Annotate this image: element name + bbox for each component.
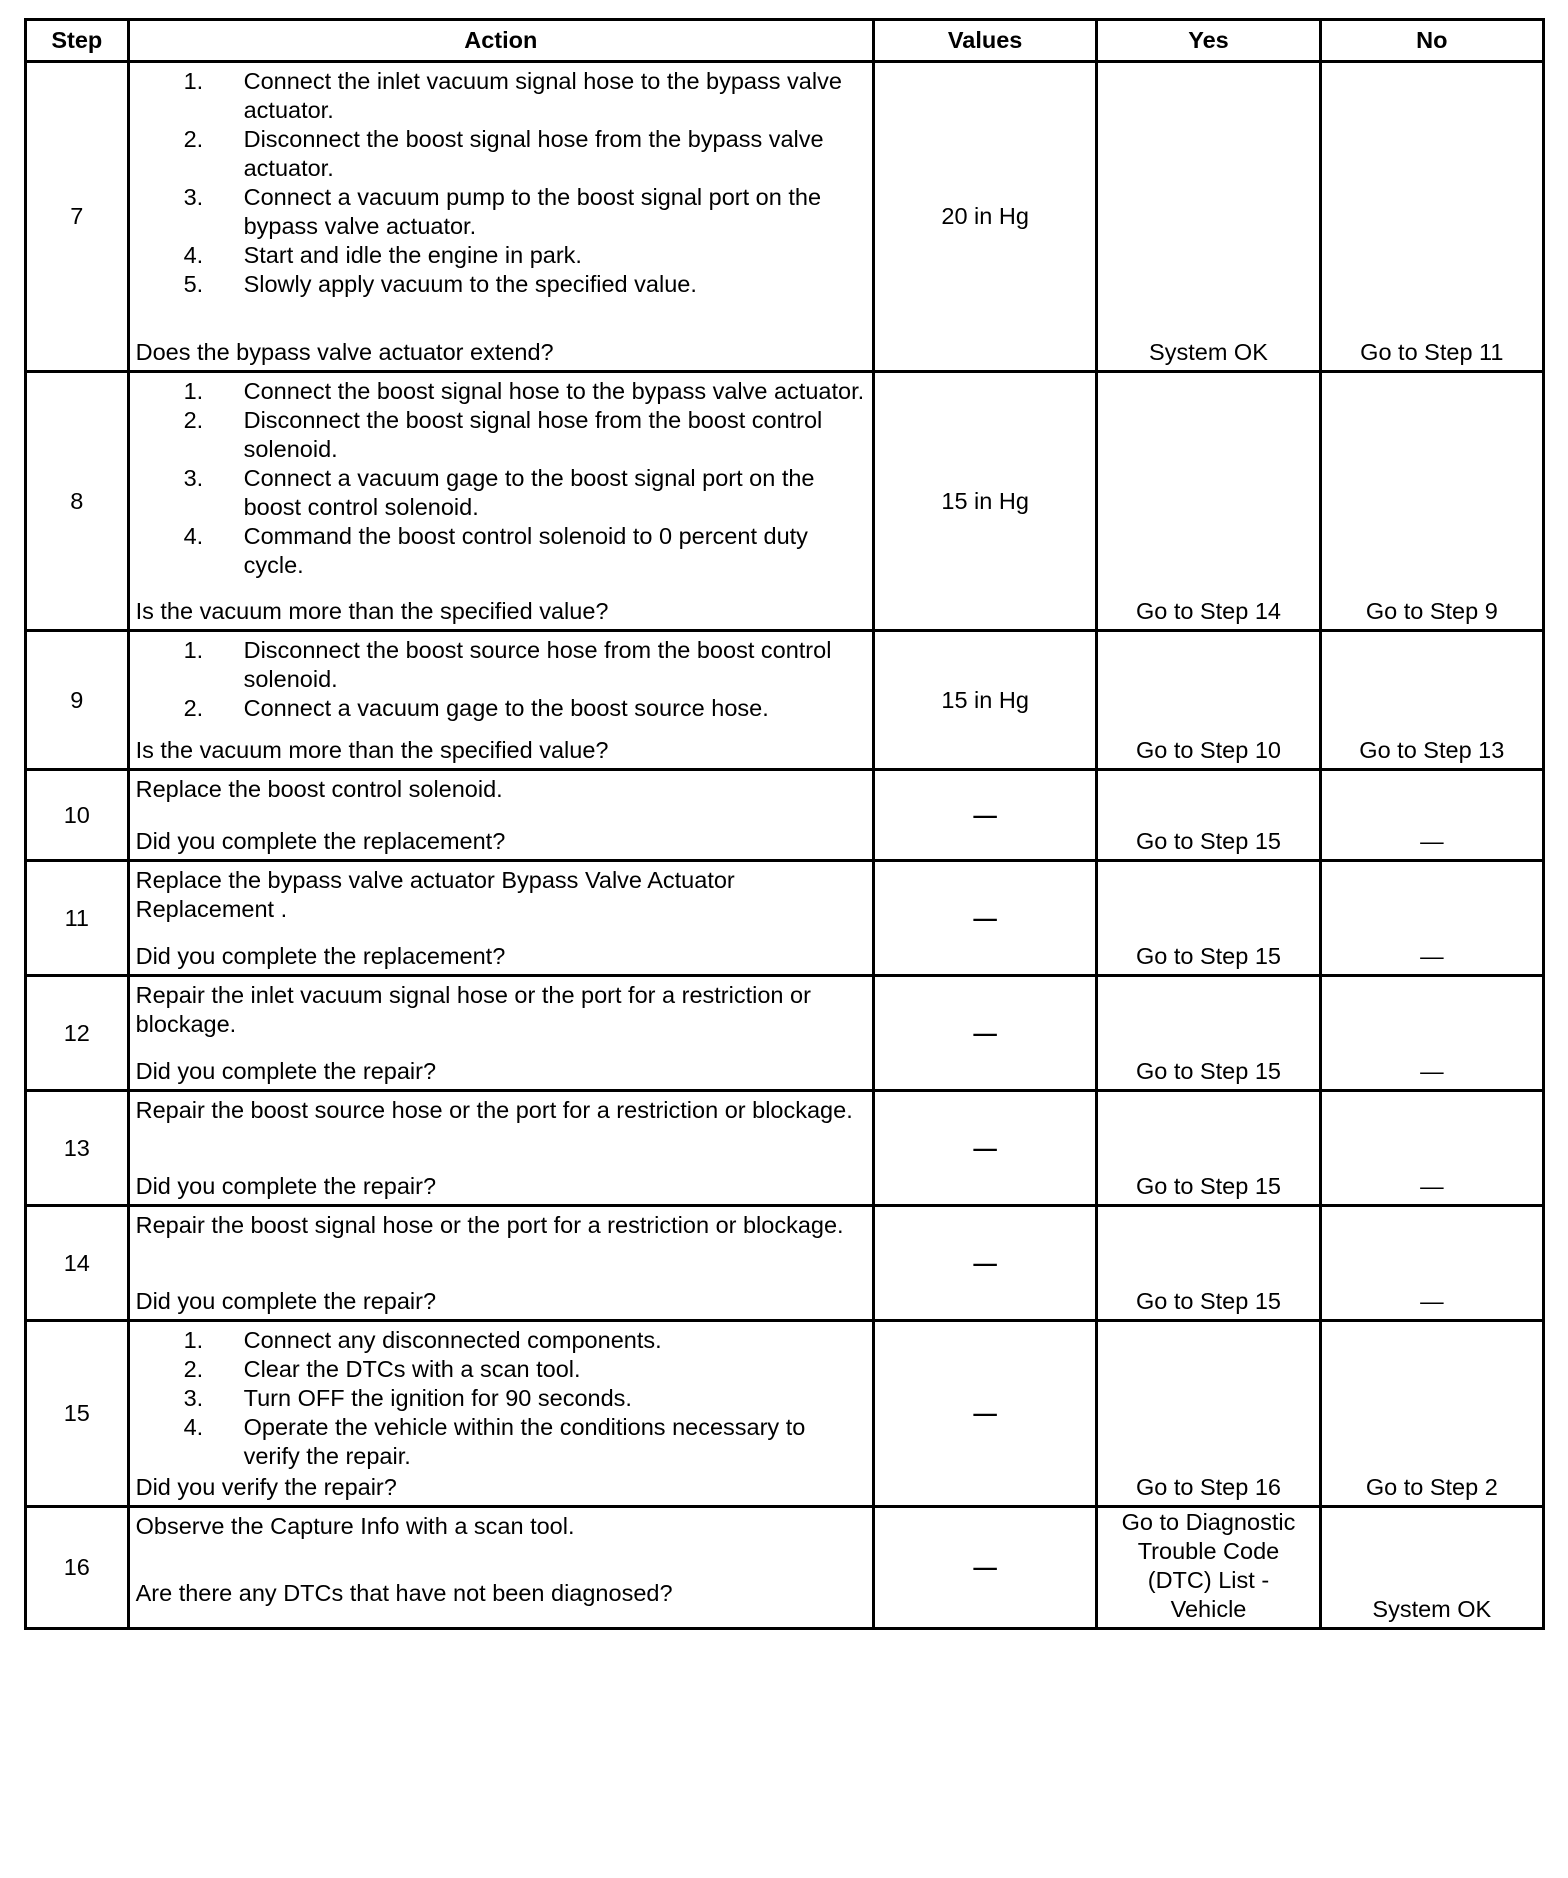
action-step-text: Connect a vacuum pump to the boost signal port on the bypass valve actuator. <box>243 184 822 239</box>
action-step-number: 1. <box>183 68 204 94</box>
table-row <box>26 1321 1544 1507</box>
action-instruction: Repair the inlet vacuum signal hose or the port for a restriction or blockage. <box>135 982 811 1037</box>
header-values: Values <box>874 20 1097 62</box>
step-number: 7 <box>26 62 129 372</box>
action-step <box>136 1355 866 1384</box>
yes-outcome: Go to Step 15 <box>1097 1206 1320 1321</box>
no-outcome: Go to Step 9 <box>1320 372 1543 631</box>
step-number: 15 <box>26 1321 129 1507</box>
action-step <box>136 694 866 723</box>
step-number: 9 <box>26 631 129 770</box>
step-number: 14 <box>26 1206 129 1321</box>
action-cell <box>128 631 873 770</box>
table-row <box>26 62 1544 372</box>
table-row <box>26 372 1544 631</box>
action-step-number: 4. <box>183 523 204 549</box>
header-yes: Yes <box>1097 20 1320 62</box>
yes-outcome: Go to Step 10 <box>1097 631 1320 770</box>
action-instruction: Repair the boost source hose or the port for a restriction or blockage. <box>135 1097 853 1123</box>
value-cell: — <box>874 976 1097 1091</box>
action-question: Is the vacuum more than the specified value? <box>135 598 609 624</box>
action-question: Did you verify the repair? <box>135 1474 397 1500</box>
diagnostic-table <box>24 18 1545 1630</box>
action-cell <box>128 1206 873 1321</box>
value-cell: 15 in Hg <box>874 631 1097 770</box>
table-row <box>26 1206 1544 1321</box>
action-question: Is the vacuum more than the specified value? <box>135 737 609 763</box>
action-step-number: 3. <box>183 184 204 210</box>
no-outcome: — <box>1320 770 1543 861</box>
value-cell: — <box>874 1321 1097 1507</box>
action-question: Does the bypass valve actuator extend? <box>135 339 554 365</box>
action-step-text: Disconnect the boost source hose from the boost control solenoid. <box>243 637 832 692</box>
action-step-text: Turn OFF the ignition for 90 seconds. <box>243 1385 632 1411</box>
action-cell <box>128 976 873 1091</box>
action-instructions <box>136 636 866 723</box>
action-step-list <box>136 1326 866 1471</box>
header-row <box>26 20 1544 62</box>
action-instructions <box>136 1211 866 1240</box>
action-question: Did you complete the replacement? <box>135 828 506 854</box>
action-instructions <box>136 775 866 804</box>
action-step-text: Start and idle the engine in park. <box>243 242 582 268</box>
action-step-number: 1. <box>183 378 204 404</box>
no-outcome: Go to Step 13 <box>1320 631 1543 770</box>
action-cell <box>128 770 873 861</box>
action-step-text: Disconnect the boost signal hose from the boost control solenoid. <box>243 407 823 462</box>
value-cell: 15 in Hg <box>874 372 1097 631</box>
action-step <box>136 183 866 241</box>
no-outcome: Go to Step 2 <box>1320 1321 1543 1507</box>
header-no: No <box>1320 20 1543 62</box>
action-step-text: Connect any disconnected components. <box>243 1327 662 1353</box>
action-step-text: Slowly apply vacuum to the specified value. <box>243 271 697 297</box>
header-step: Step <box>26 20 129 62</box>
table-row <box>26 861 1544 976</box>
yes-outcome: Go to Diagnostic Trouble Code (DTC) List - Vehicle <box>1097 1507 1320 1629</box>
action-step-number: 1. <box>183 637 204 663</box>
action-step-number: 2. <box>183 407 204 433</box>
action-question: Did you complete the repair? <box>135 1173 437 1199</box>
action-cell <box>128 861 873 976</box>
action-instruction: Replace the boost control solenoid. <box>135 776 503 802</box>
no-outcome: System OK <box>1320 1507 1543 1629</box>
step-number: 13 <box>26 1091 129 1206</box>
action-instructions <box>136 1512 866 1541</box>
step-number: 12 <box>26 976 129 1091</box>
action-question: Are there any DTCs that have not been diagnosed? <box>135 1580 673 1606</box>
action-instruction: Repair the boost signal hose or the port for a restriction or blockage. <box>135 1212 844 1238</box>
action-step-text: Connect the inlet vacuum signal hose to the bypass valve actuator. <box>243 68 842 123</box>
action-instructions <box>136 981 866 1039</box>
value-cell: — <box>874 1507 1097 1629</box>
action-cell <box>128 62 873 372</box>
action-step <box>136 522 866 580</box>
action-step <box>136 1413 866 1471</box>
action-step <box>136 1384 866 1413</box>
action-step-text: Connect the boost signal hose to the bypass valve actuator. <box>243 378 865 404</box>
action-question: Did you complete the repair? <box>135 1058 437 1084</box>
action-cell <box>128 1321 873 1507</box>
action-cell <box>128 1507 873 1629</box>
action-step <box>136 270 866 299</box>
action-step <box>136 636 866 694</box>
action-step <box>136 377 866 406</box>
yes-outcome: Go to Step 15 <box>1097 770 1320 861</box>
action-step-number: 2. <box>183 695 204 721</box>
action-step-number: 4. <box>183 242 204 268</box>
action-question: Did you complete the repair? <box>135 1288 437 1314</box>
action-step <box>136 67 866 125</box>
value-cell: — <box>874 1091 1097 1206</box>
action-step-text: Disconnect the boost signal hose from the bypass valve actuator. <box>243 126 824 181</box>
action-instructions <box>136 1326 866 1471</box>
header-action: Action <box>128 20 873 62</box>
no-outcome: Go to Step 11 <box>1320 62 1543 372</box>
action-step <box>136 464 866 522</box>
action-step-number: 3. <box>183 465 204 491</box>
action-step <box>136 406 866 464</box>
action-question: Did you complete the replacement? <box>135 943 506 969</box>
action-step-text: Connect a vacuum gage to the boost signal port on the boost control solenoid. <box>243 465 815 520</box>
action-step-number: 2. <box>183 1356 204 1382</box>
action-instructions <box>136 377 866 580</box>
action-step-number: 5. <box>183 271 204 297</box>
action-step-number: 2. <box>183 126 204 152</box>
value-cell: — <box>874 1206 1097 1321</box>
action-step-text: Operate the vehicle within the conditions necessary to verify the repair. <box>243 1414 806 1469</box>
step-number: 8 <box>26 372 129 631</box>
yes-outcome: Go to Step 15 <box>1097 1091 1320 1206</box>
action-step <box>136 1326 866 1355</box>
action-step-number: 3. <box>183 1385 204 1411</box>
yes-outcome: Go to Step 14 <box>1097 372 1320 631</box>
action-cell <box>128 1091 873 1206</box>
yes-outcome: Go to Step 15 <box>1097 861 1320 976</box>
value-cell: — <box>874 770 1097 861</box>
action-instructions <box>136 67 866 299</box>
yes-outcome: Go to Step 15 <box>1097 976 1320 1091</box>
step-number: 16 <box>26 1507 129 1629</box>
step-number: 11 <box>26 861 129 976</box>
yes-outcome: System OK <box>1097 62 1320 372</box>
action-step-text: Command the boost control solenoid to 0 percent duty cycle. <box>243 523 808 578</box>
action-instructions <box>136 1096 866 1125</box>
no-outcome: — <box>1320 1091 1543 1206</box>
table-row <box>26 770 1544 861</box>
action-step-number: 4. <box>183 1414 204 1440</box>
action-step-list <box>136 67 866 299</box>
action-step-number: 1. <box>183 1327 204 1353</box>
no-outcome: — <box>1320 861 1543 976</box>
value-cell: 20 in Hg <box>874 62 1097 372</box>
action-step <box>136 241 866 270</box>
action-cell <box>128 372 873 631</box>
step-number: 10 <box>26 770 129 861</box>
table-row <box>26 1507 1544 1629</box>
action-step-list <box>136 636 866 723</box>
no-outcome: — <box>1320 976 1543 1091</box>
table-row <box>26 976 1544 1091</box>
yes-outcome: Go to Step 16 <box>1097 1321 1320 1507</box>
action-step <box>136 125 866 183</box>
action-instruction: Replace the bypass valve actuator Bypass Valve Actuator Replacement . <box>135 867 735 922</box>
action-step-list <box>136 377 866 580</box>
action-step-text: Connect a vacuum gage to the boost source hose. <box>243 695 769 721</box>
table-row <box>26 631 1544 770</box>
value-cell: — <box>874 861 1097 976</box>
action-step-text: Clear the DTCs with a scan tool. <box>243 1356 581 1382</box>
action-instructions <box>136 866 866 924</box>
no-outcome: — <box>1320 1206 1543 1321</box>
table-row <box>26 1091 1544 1206</box>
action-instruction: Observe the Capture Info with a scan tool. <box>135 1513 575 1539</box>
